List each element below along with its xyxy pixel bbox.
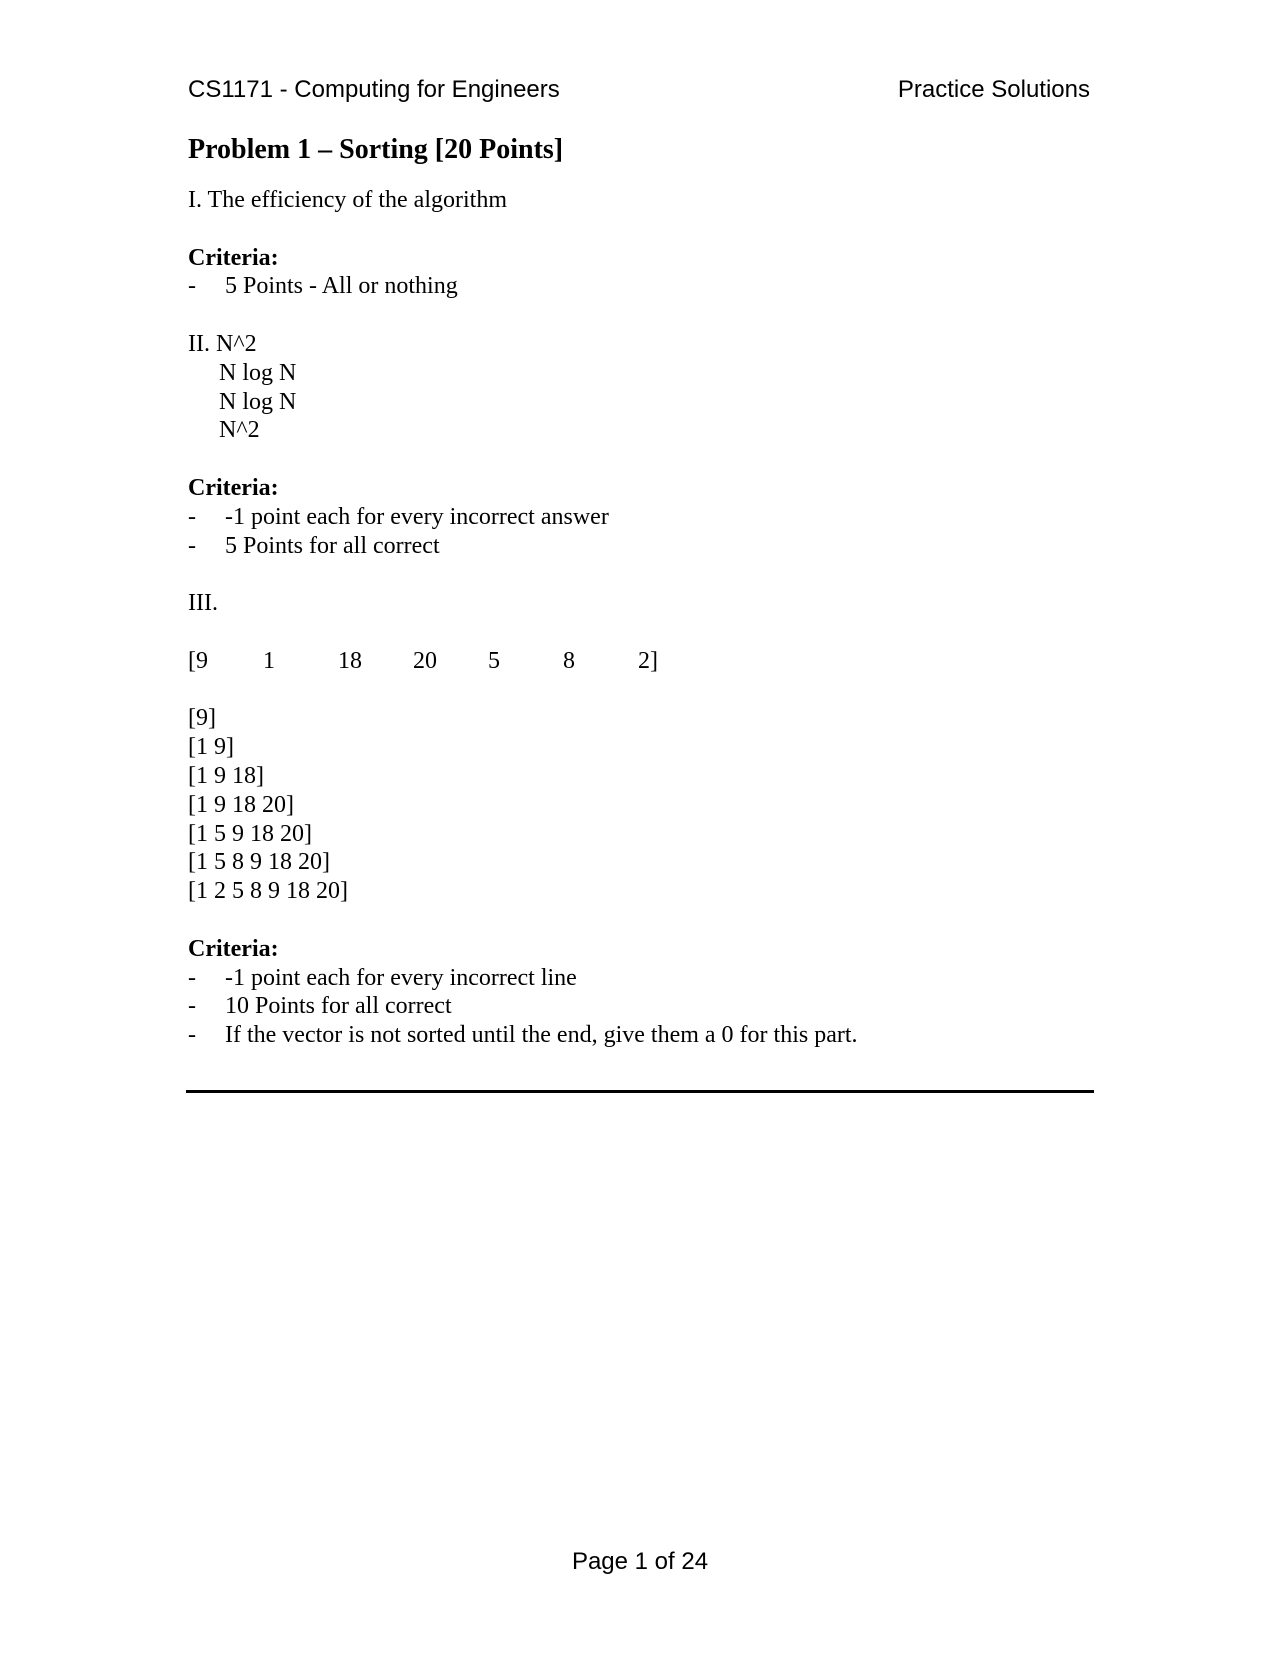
vector-element: 20: [413, 647, 437, 674]
header-course: CS1171 - Computing for Engineers: [188, 76, 560, 103]
vector-element: 8: [563, 647, 575, 674]
criteria-text: 5 Points - All or nothing: [225, 273, 458, 300]
sort-step: [1 5 9 18 20]: [188, 820, 312, 847]
vector-element: [9: [188, 647, 208, 674]
sort-step: [1 2 5 8 9 18 20]: [188, 878, 348, 905]
part2-answer: N log N: [219, 388, 297, 415]
problem-title: Problem 1 – Sorting [20 Points]: [188, 134, 564, 165]
sort-step: [1 9 18]: [188, 762, 264, 789]
part2-criteria-label: Criteria:: [188, 474, 279, 501]
criteria-item: [188, 532, 1098, 561]
input-vector: [188, 647, 1098, 676]
document-body: [188, 130, 1098, 1050]
section-divider: [186, 1090, 1094, 1093]
part3-criteria-label: Criteria:: [188, 935, 279, 962]
criteria-text: 5 Points for all correct: [225, 532, 440, 559]
part1-answer: I. The efficiency of the algorithm: [188, 187, 507, 213]
part3-label: III.: [188, 590, 218, 617]
bullet-dash: -: [188, 964, 196, 991]
page-number: Page 1 of 24: [571, 1548, 709, 1575]
bullet-dash: -: [188, 532, 196, 559]
criteria-item: [188, 992, 1098, 1021]
vector-element: 5: [488, 647, 500, 674]
sort-step: [9]: [188, 705, 216, 732]
criteria-text: 10 Points for all correct: [225, 993, 452, 1020]
bullet-dash: -: [188, 993, 196, 1020]
part2-answer: N^2: [219, 417, 260, 444]
sort-step: [1 9]: [188, 734, 234, 761]
criteria-item: [188, 1021, 1098, 1050]
bullet-dash: -: [188, 273, 196, 300]
vector-element: 18: [338, 647, 362, 674]
criteria-item: [188, 272, 1098, 301]
bullet-dash: -: [188, 503, 196, 530]
criteria-item: [188, 503, 1098, 532]
part2-answer: N log N: [219, 359, 297, 386]
part1-criteria-label: Criteria:: [188, 244, 279, 271]
criteria-text: -1 point each for every incorrect line: [225, 964, 577, 991]
criteria-text: -1 point each for every incorrect answer: [225, 503, 609, 530]
criteria-item: [188, 964, 1098, 993]
header-label: Practice Solutions: [897, 76, 1090, 103]
sort-step: [1 9 18 20]: [188, 791, 294, 818]
sort-step: [1 5 8 9 18 20]: [188, 849, 330, 876]
vector-element: 2]: [638, 647, 658, 674]
vector-element: 1: [263, 647, 275, 674]
part2-answer-first: II. N^2: [188, 330, 257, 357]
bullet-dash: -: [188, 1022, 196, 1049]
criteria-text: If the vector is not sorted until the end, give them a 0 for this part.: [225, 1022, 858, 1049]
